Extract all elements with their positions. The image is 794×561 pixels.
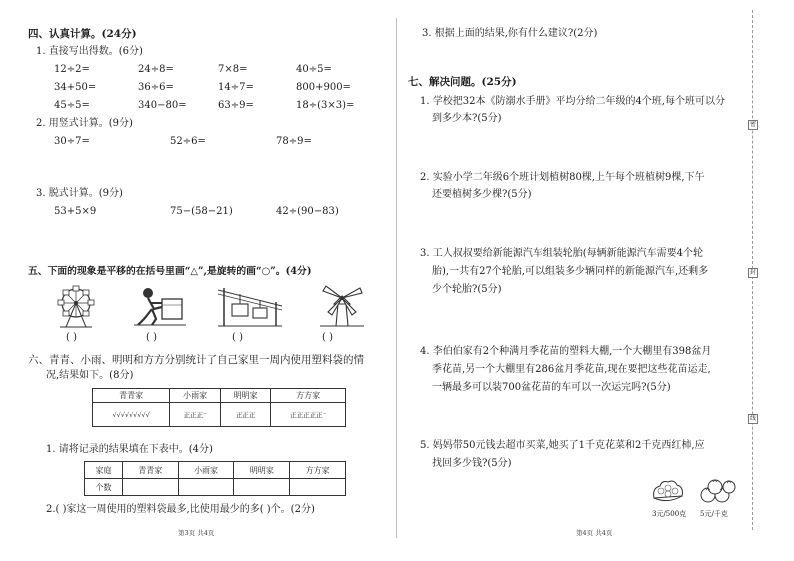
tally-header: 方方家 bbox=[271, 389, 346, 403]
price-label-cauliflower: 3元/500克 bbox=[652, 510, 687, 518]
problem-5-line: 5. 妈妈带50元钱去超市买菜,她买了1千克花菜和2千克西红柿,应 bbox=[420, 440, 705, 451]
result-header: 小雨家 bbox=[178, 462, 234, 479]
result-input-cell[interactable] bbox=[290, 479, 346, 496]
answer-paren[interactable]: ( ) bbox=[146, 332, 157, 343]
tomatoes-icon bbox=[698, 478, 738, 504]
s6-q3: 3. 根据上面的结果,你有什么建议?(2分) bbox=[422, 28, 598, 39]
vertical-calc-item: 52÷6= bbox=[170, 136, 206, 147]
problem-3-line: 3. 工人叔叔要给新能源汽车组装轮胎(每辆新能源汽车需要4个轮 bbox=[420, 248, 703, 259]
result-header: 明明家 bbox=[234, 462, 290, 479]
problem-1-line: 1. 学校把32本《防溺水手册》平均分给二年级的4个班,每个班可以分 bbox=[420, 96, 725, 107]
cable-car-icon bbox=[218, 282, 282, 328]
problem-5-line: 找回多少钱?(5分) bbox=[432, 458, 512, 469]
right-page bbox=[398, 0, 794, 561]
problem-4-line: 季花苗,另一个大棚里有286盆月季花苗,现在要把这些花苗运走, bbox=[432, 364, 711, 375]
binding-mark: 封 bbox=[749, 269, 756, 276]
person-pushing-box-icon bbox=[132, 285, 188, 329]
section-5-title: 五、下面的现象是平移的在括号里画“△”,是旋转的画“○”。(4分) bbox=[28, 266, 312, 277]
calc-item: 40÷5= bbox=[296, 64, 332, 75]
calc-item: 12÷2= bbox=[54, 64, 90, 75]
page-divider bbox=[396, 18, 397, 538]
vertical-calc-item: 30÷7= bbox=[54, 136, 90, 147]
result-header: 家庭 bbox=[85, 462, 123, 479]
calc-item: 36÷6= bbox=[138, 82, 174, 93]
answer-paren[interactable]: ( ) bbox=[66, 332, 77, 343]
page-footer: 第4页 共4页 bbox=[576, 529, 613, 537]
problem-1-line: 到多少本?(5分) bbox=[432, 113, 502, 124]
ferris-wheel-icon bbox=[52, 285, 102, 329]
stepwise-calc-item: 42÷(90−83) bbox=[276, 206, 339, 217]
s4-q1-title: 1. 直接写出得数。(6分) bbox=[36, 46, 143, 57]
result-header: 方方家 bbox=[290, 462, 346, 479]
tally-cell: 正正正正正⁻ bbox=[271, 403, 346, 427]
tally-cell: 正正正 bbox=[220, 403, 271, 427]
calc-item: 63÷9= bbox=[218, 100, 254, 111]
section-6-title-line2: 况,结果如下。(8分) bbox=[46, 370, 134, 381]
problem-4-line: 一辆最多可以装700盆花苗的车可以一次运完吗?(5分) bbox=[432, 382, 671, 393]
problem-2-line: 2. 实验小学二年级6个班计划植树80棵,上午每个班植树9棵,下午 bbox=[420, 172, 705, 183]
calc-item: 34+50= bbox=[54, 82, 97, 93]
section-6-title-line1: 六、青青、小雨、明明和方方分别统计了自己家里一周内使用塑料袋的情 bbox=[28, 354, 364, 366]
result-input-cell[interactable] bbox=[178, 479, 234, 496]
calc-item: 24÷8= bbox=[138, 64, 174, 75]
problem-2-line: 还要植树多少棵?(5分) bbox=[432, 189, 532, 200]
result-input-cell[interactable] bbox=[234, 479, 290, 496]
answer-paren[interactable]: ( ) bbox=[232, 332, 243, 343]
s6-q1-title: 1. 请将记录的结果填在下表中。(4分) bbox=[46, 444, 213, 455]
tally-cell: 正正正⁻ bbox=[170, 403, 221, 427]
page-footer: 第3页 共4页 bbox=[178, 529, 215, 537]
s4-q3-title: 3. 脱式计算。(9分) bbox=[36, 188, 123, 199]
problem-3-line: 少个轮胎?(5分) bbox=[432, 284, 502, 295]
binding-mark: 线 bbox=[749, 415, 756, 422]
section-4-title: 四、认真计算。(24分) bbox=[28, 28, 137, 40]
tally-header: 明明家 bbox=[220, 389, 271, 403]
left-page bbox=[0, 0, 396, 561]
result-table bbox=[84, 461, 346, 496]
result-input-cell[interactable] bbox=[122, 479, 178, 496]
windmill-icon bbox=[316, 282, 366, 328]
calc-item: 7×8= bbox=[218, 64, 248, 75]
problem-3-line: 胎),一共有27个轮胎,可以组装多少辆同样的新能源汽车,还剩多 bbox=[432, 266, 709, 277]
vertical-calc-item: 78÷9= bbox=[276, 136, 312, 147]
s6-q2: 2.( )家这一周使用的塑料袋最多,比使用最少的多( )个。(2分) bbox=[46, 504, 315, 515]
calc-item: 14÷7= bbox=[218, 82, 254, 93]
tally-header: 小雨家 bbox=[170, 389, 221, 403]
calc-item: 340−80= bbox=[138, 100, 187, 111]
stepwise-calc-item: 53+5×9 bbox=[54, 206, 97, 217]
result-header: 青青家 bbox=[122, 462, 178, 479]
price-label-tomato: 5元/千克 bbox=[700, 510, 728, 518]
cauliflower-icon bbox=[650, 478, 686, 504]
calc-item: 45÷5= bbox=[54, 100, 90, 111]
stepwise-calc-item: 75−(58−21) bbox=[170, 206, 233, 217]
result-row-label: 个数 bbox=[85, 479, 123, 496]
calc-item: 18÷(3×3)= bbox=[296, 100, 355, 111]
binding-mark: 密 bbox=[749, 121, 756, 128]
tally-table bbox=[92, 388, 346, 427]
tally-header: 青青家 bbox=[93, 389, 170, 403]
tally-cell: √√√√√√√√√ bbox=[93, 403, 170, 427]
answer-paren[interactable]: ( ) bbox=[322, 332, 333, 343]
calc-item: 800+900= bbox=[296, 82, 351, 93]
s4-q2-title: 2. 用竖式计算。(9分) bbox=[36, 118, 133, 129]
problem-4-line: 4. 李伯伯家有2个种满月季花苗的塑料大棚,一个大棚里有398盆月 bbox=[420, 346, 712, 357]
section-7-title: 七、解决问题。(25分) bbox=[408, 76, 517, 88]
